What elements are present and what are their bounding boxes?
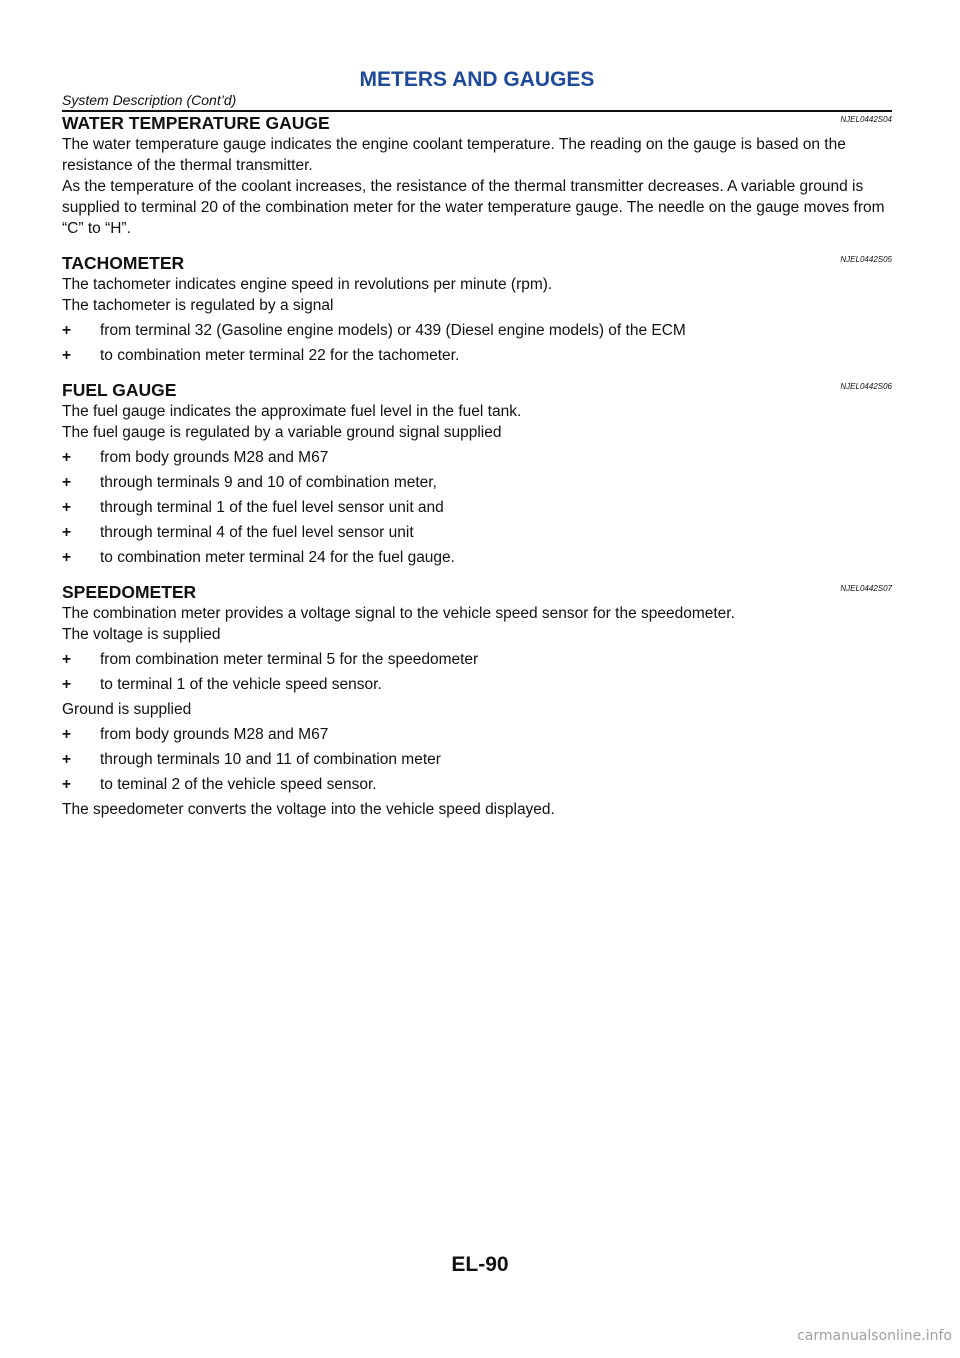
bullet-marker: + xyxy=(62,726,72,743)
bullet-list xyxy=(62,447,892,568)
bullet-item xyxy=(62,497,892,518)
paragraph: As the temperature of the coolant increases, the resistance of the thermal transmitter decreases. A variable ground is supplied to terminal 20 of the combination meter for the water temperature gauge. The needle on the gauge moves from “C” to “H”. xyxy=(62,178,885,237)
bullet-item xyxy=(62,774,892,795)
bullet-text: from combination meter terminal 5 for the speedometer xyxy=(100,651,479,668)
bullet-item xyxy=(62,472,892,493)
section-code: NJEL0442S07 xyxy=(840,584,892,593)
bullet-marker: + xyxy=(62,751,72,768)
page-number: EL-90 xyxy=(451,1253,509,1276)
bullet-text: to teminal 2 of the vehicle speed sensor. xyxy=(100,776,377,793)
bullet-text: from terminal 32 (Gasoline engine models) or 439 (Diesel engine models) of the ECM xyxy=(100,322,686,339)
watermark: carmanualsonline.info xyxy=(797,1328,952,1344)
paragraph: Ground is supplied xyxy=(62,701,192,718)
section-heading xyxy=(62,253,892,274)
section-heading xyxy=(62,582,892,603)
document-title: METERS AND GAUGES xyxy=(359,68,595,91)
bullet-marker: + xyxy=(62,676,72,693)
bullet-item xyxy=(62,345,892,366)
bullet-text: through terminal 1 of the fuel level sensor unit and xyxy=(100,499,444,516)
bullet-item xyxy=(62,649,892,670)
section-code: NJEL0442S05 xyxy=(840,255,892,264)
bullet-item xyxy=(62,320,892,341)
bullet-text: from body grounds M28 and M67 xyxy=(100,449,329,466)
bullet-list xyxy=(62,320,892,366)
bullet-marker: + xyxy=(62,524,72,541)
bullet-item xyxy=(62,547,892,568)
section-title: TACHOMETER xyxy=(62,253,185,273)
section-code: NJEL0442S06 xyxy=(840,382,892,391)
bullet-text: from body grounds M28 and M67 xyxy=(100,726,329,743)
bullet-text: through terminals 10 and 11 of combination meter xyxy=(100,751,441,768)
section-title: WATER TEMPERATURE GAUGE xyxy=(62,113,330,133)
paragraph: The tachometer is regulated by a signal xyxy=(62,297,334,314)
bullet-text: to terminal 1 of the vehicle speed sensor. xyxy=(100,676,382,693)
bullet-item xyxy=(62,522,892,543)
bullet-item xyxy=(62,674,892,695)
paragraph: The combination meter provides a voltage signal to the vehicle speed sensor for the speedometer. xyxy=(62,605,735,622)
bullet-text: to combination meter terminal 24 for the fuel gauge. xyxy=(100,549,455,566)
bullet-item xyxy=(62,724,892,745)
section-code: NJEL0442S04 xyxy=(840,115,892,124)
bullet-text: through terminals 9 and 10 of combination meter, xyxy=(100,474,437,491)
paragraph: The water temperature gauge indicates the engine coolant temperature. The reading on the gauge is based on the resistance of the thermal transmitter. xyxy=(62,136,846,174)
section-title: FUEL GAUGE xyxy=(62,380,177,400)
section xyxy=(62,253,892,366)
bullet-marker: + xyxy=(62,322,72,339)
paragraph: The fuel gauge indicates the approximate fuel level in the fuel tank. xyxy=(62,403,522,420)
section-heading xyxy=(62,380,892,401)
bullet-item xyxy=(62,749,892,770)
bullet-marker: + xyxy=(62,776,72,793)
section xyxy=(62,582,892,820)
section-heading xyxy=(62,113,892,134)
paragraph: The fuel gauge is regulated by a variable ground signal supplied xyxy=(62,424,502,441)
bullet-text: to combination meter terminal 22 for the tachometer. xyxy=(100,347,460,364)
header-divider xyxy=(62,110,892,112)
bullet-marker: + xyxy=(62,449,72,466)
bullet-marker: + xyxy=(62,474,72,491)
paragraph: The speedometer converts the voltage into the vehicle speed displayed. xyxy=(62,801,555,818)
bullet-text: through terminal 4 of the fuel level sensor unit xyxy=(100,524,414,541)
paragraph: The voltage is supplied xyxy=(62,626,221,643)
section xyxy=(62,113,892,239)
section-title: SPEEDOMETER xyxy=(62,582,197,602)
bullet-marker: + xyxy=(62,499,72,516)
bullet-marker: + xyxy=(62,549,72,566)
bullet-list xyxy=(62,724,892,795)
document-body xyxy=(62,113,892,834)
document-subtitle: System Description (Cont’d) xyxy=(62,92,237,108)
bullet-marker: + xyxy=(62,347,72,364)
bullet-marker: + xyxy=(62,651,72,668)
bullet-item xyxy=(62,447,892,468)
section xyxy=(62,380,892,568)
bullet-list xyxy=(62,649,892,695)
paragraph: The tachometer indicates engine speed in revolutions per minute (rpm). xyxy=(62,276,553,293)
